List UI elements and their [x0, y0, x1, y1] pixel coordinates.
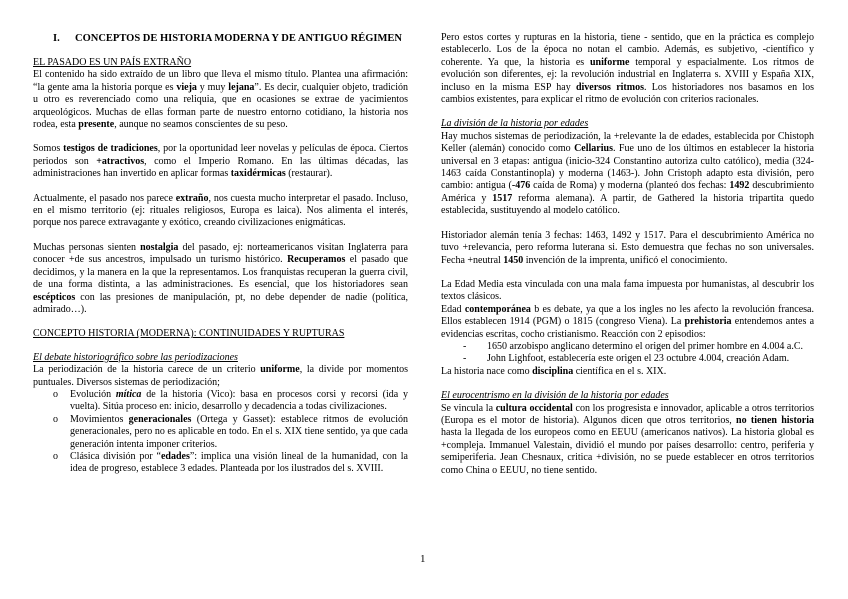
subheading-eurocentrismo: El eurocentrismo en la división de la historia por edades [441, 390, 669, 402]
periodization-list [33, 389, 408, 476]
title-number: I. [53, 33, 60, 44]
list-item: o Movimientos generacionales (Ortega y Gasset): establece ritmos de evolución generacionales, pero no es aplicable en todo. En el s. XIX tiene sentido, ya que cada generación intenta imponer criterios. [70, 414, 408, 451]
document-title [53, 32, 408, 45]
paragraph: Edad contemporánea b es debate, ya que a los ingles no les afecto la revolución francesa. Ellos establecen 1914 (PGM) o 1815 (congreso Viena). La prehistoria entendemos antes a evidencias escritas, cocho cristianismo. Reacción con 2 episodios: [441, 303, 815, 340]
list-item: - John Lighfoot, establecería este origen el 23 octubre 4.004, creación Adam. [487, 353, 814, 365]
section-heading-concepto: CONCEPTO HISTORIA (MODERNA): CONTINUIDADES Y RUPTURAS [33, 328, 345, 340]
paragraph: Actualmente, el pasado nos parece extraño, nos cuesta mucho interpretar el pasado. Incluso, en el mismo territorio (ej: rituales religiosos, Europa es laica). Nos alimenta el interés, porque nos parece extravagante y exótico, creando civilizaciones enigmáticas. [33, 192, 408, 229]
paragraph: La historia nace como disciplina científica en el s. XIX. [441, 365, 667, 377]
subheading-edades: La división de la historia por edades [441, 118, 589, 130]
list-item: - 1650 arzobispo anglicano determino el origen del primer hombre en 4.004 a.C. [487, 341, 814, 353]
subheading-debate: El debate historiográfico sobre las periodizaciones [33, 351, 238, 363]
paragraph: La Edad Media esta vinculada con una mala fama impuesta por humanistas, al descubrir los textos clásicos. [441, 278, 814, 303]
section-heading-pasado: EL PASADO ES UN PAÍS EXTRAÑO [33, 57, 192, 68]
paragraph: Muchas personas sienten nostalgia del pasado, ej: norteamericanos visitan Inglaterra para conocer +de sus ancestros, impulsado un turismo histórico. Recuperamos el pasado que decidimos, y la manera en la que la representamos. Los franquistas recuperan la guerra civil, de una forma distinta, a las administraciones. Es esencial, que los historiadores sean escépticos con las presiones de manipulación, pt, no debe depender de nadie (política, admirado…). [33, 241, 408, 315]
episodes-list [441, 341, 814, 366]
list-item: o Evolución mítica de la historia (Vico): basa en procesos corsi y recorsi (ida y vuelta). Sitúa proceso en: inicio, desarrollo y decadencia a todas civilizaciones. [70, 389, 408, 414]
paragraph: Hay muchos sistemas de periodización, la +relevante la de edades, establecida por Chistoph Keller (alemán) conocido como Cellarius. Fue uno de los últimos en establecer la historia universal en 3 etapas: antigua (inicio-324 Constantino autoriza culto católico), media (324-1463 caída Constantinopla) y moderna (1463-). John Cristoph adapto esta división, pero cambio: antigua (-476 caída de Roma) y moderna (planteó dos fechas: 1492 descubrimiento América y 1517 reforma alemana). A partir, de Gathered la historia tripartita quedo establecida, sustituyendo al modelo católico. [441, 130, 814, 217]
page-number: 1 [420, 553, 426, 565]
title-text: CONCEPTOS DE HISTORIA MODERNA Y DE ANTIGUO RÉGIMEN [75, 33, 403, 44]
paragraph: Se vincula la cultura occidental con los progresista e innovador, aplicable a otros territorios (Europa es el motor de historia). Algunos dicen que otros territorios, no tienen historia hasta la llegada de los europeos como en EEUU (americanos nativos). La historia global es +compleja. Immanuel Valestain, dividió el mundo por países desarrollo: centro, periferia y semiperiferia. Jean Chesnaux, critica +división, no se puede establecer en otros territorios como China o EEUU, no tiene sentido. [441, 402, 815, 476]
paragraph: Somos testigos de tradiciones, por la oportunidad leer novelas y películas de época. Ciertos periodos son +atractivos, como el Imperio Romano. En las últimas décadas, las administraciones han invertido en aplicar formas taxidérmicas (restaurar). [33, 143, 408, 180]
paragraph: La periodización de la historia carece de un criterio uniforme, la divide por momentos puntuales. Diversos sistemas de periodización; [33, 364, 408, 388]
right-column [441, 32, 814, 477]
paragraph: Pero estos cortes y rupturas en la historia, tiene - sentido, que en la práctica es complejo establecerlo. Los de la época no notan el cambio. Además, es subjetivo, -científico y coherente. Ya que, la historia es uniforme temporal y espacialmente. Los ritmos de evolución son diferentes, ej: la revolución industrial en Inglaterra s. XVIII y España XIX, incluso en la misma ESP hay diversos ritmos. Los historiadores nos basamos en los cambios existentes, para explicar el ritmo de evolución con criterios racionales. [441, 32, 814, 106]
list-item: o Clásica división por “edades”: implica una visión lineal de la humanidad, con la idea de progreso, establece 3 edades. Planteada por los ilustrados del s. XVIII. [70, 451, 408, 476]
paragraph: El contenido ha sido extraído de un libro que lleva el mismo título. Plantea una afirmación: “la gente ama la historia porque es vieja y muy lejana”. Es decir, cualquier objeto, tradición u otro es reverenciado como una reliquia, que en ocasiones se extrae de yacimientos arqueológicos. Muchas de ellas forman parte de nuestro entorno cotidiano, la historia nos rodea, esta presente, aunque no seamos conscientes de su peso. [33, 69, 409, 131]
paragraph: Historiador alemán tenía 3 fechas: 1463, 1492 y 1517. Para el descubrimiento América no tuvo +relevancia, pero reforma luterana si. Esto demuestra que fechas no son universales. Fecha +neutral 1450 invención de la imprenta, unificó el conocimiento. [441, 229, 814, 266]
left-column [33, 32, 408, 476]
